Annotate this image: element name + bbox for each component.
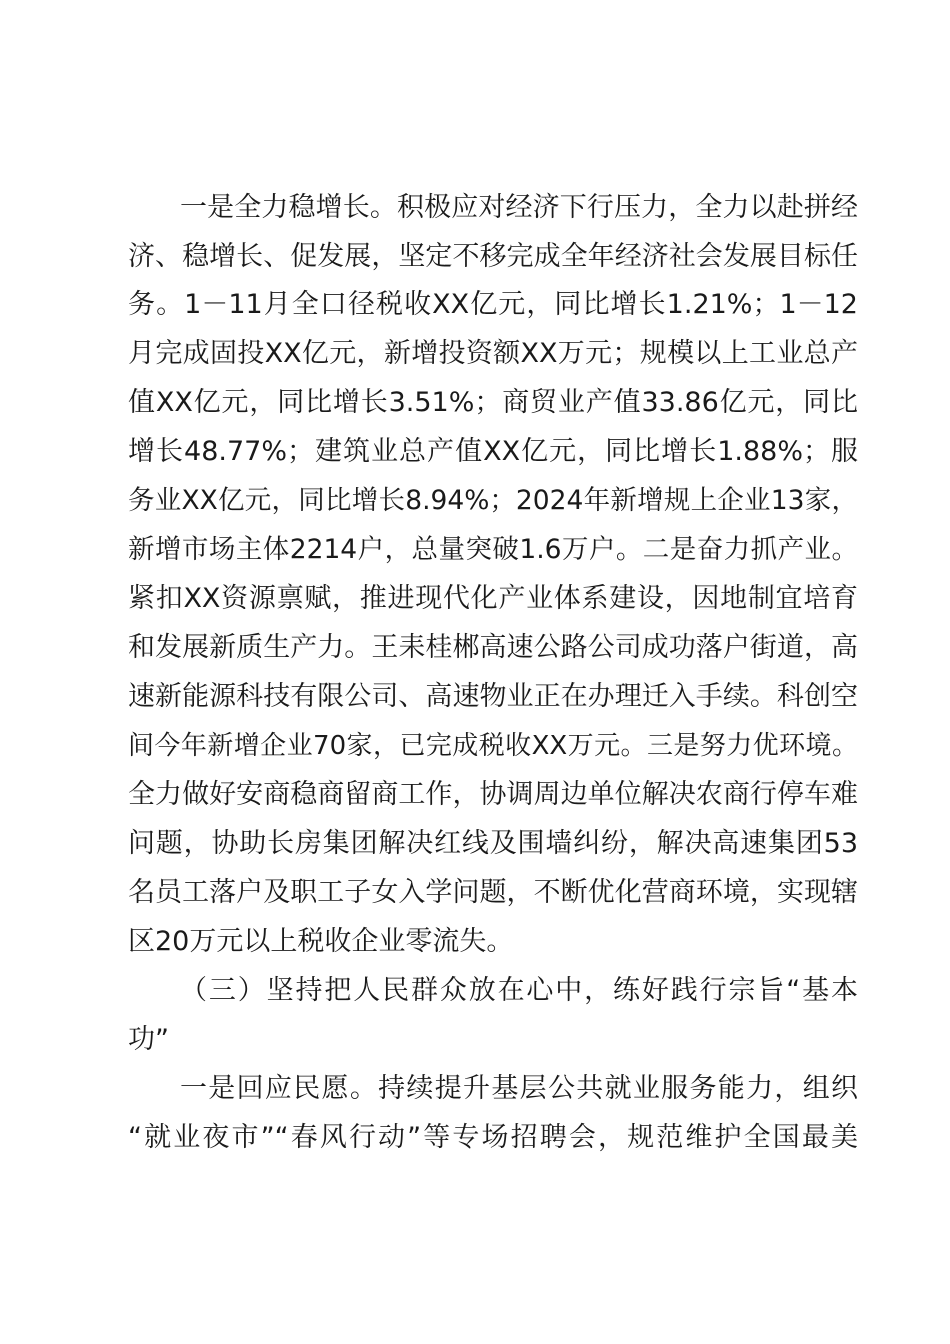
paragraph-3-line-1: 一是回应民愿。持续提升基层公共就业服务能力，组织 bbox=[180, 1073, 858, 1104]
paragraph-3-line-2: “就业夜市”“春风行动”等专场招聘会，规范维护全国最美 bbox=[128, 1122, 858, 1153]
paragraph-1-line-13: 全力做好安商稳商留商工作，协调周边单位解决农商行停车难 bbox=[128, 779, 858, 810]
paragraph-1-line-3: 务。1－11月全口径税收XX亿元，同比增长1.21%；1－12 bbox=[128, 289, 858, 320]
paragraph-1-line-5: 值XX亿元，同比增长3.51%；商贸业产值33.86亿元，同比 bbox=[128, 387, 858, 418]
paragraph-1-line-10: 和发展新质生产力。王耒桂郴高速公路公司成功落户街道，高 bbox=[128, 632, 858, 663]
paragraph-1-line-8: 新增市场主体2214户，总量突破1.6万户。二是奋力抓产业。 bbox=[128, 534, 858, 565]
paragraph-1-line-1: 一是全力稳增长。积极应对经济下行压力，全力以赴拼经 bbox=[180, 192, 858, 223]
section-heading-line-1: （三）坚持把人民群众放在心中，练好践行宗旨“基本 bbox=[180, 975, 858, 1006]
paragraph-1-line-14: 问题，协助长房集团解决红线及围墙纠纷，解决高速集团53 bbox=[128, 828, 858, 859]
paragraph-1-line-16: 区20万元以上税收企业零流失。 bbox=[128, 926, 514, 957]
paragraph-1-line-4: 月完成固投XX亿元，新增投资额XX万元；规模以上工业总产 bbox=[128, 338, 858, 369]
paragraph-1-line-15: 名员工落户及职工子女入学问题，不断优化营商环境，实现辖 bbox=[128, 877, 858, 908]
paragraph-1-line-11: 速新能源科技有限公司、高速物业正在办理迁入手续。科创空 bbox=[128, 681, 858, 712]
paragraph-1-line-6: 增长48.77%；建筑业总产值XX亿元，同比增长1.88%；服 bbox=[128, 436, 858, 467]
paragraph-1-line-2: 济、稳增长、促发展，坚定不移完成全年经济社会发展目标任 bbox=[128, 241, 858, 272]
paragraph-1-line-9: 紧扣XX资源禀赋，推进现代化产业体系建设，因地制宜培育 bbox=[128, 583, 858, 614]
paragraph-1-line-12: 间今年新增企业70家，已完成税收XX万元。三是努力优环境。 bbox=[128, 731, 858, 761]
paragraph-1-line-7: 务业XX亿元，同比增长8.94%；2024年新增规上企业13家， bbox=[128, 485, 858, 516]
section-heading-line-2: 功” bbox=[128, 1024, 169, 1055]
